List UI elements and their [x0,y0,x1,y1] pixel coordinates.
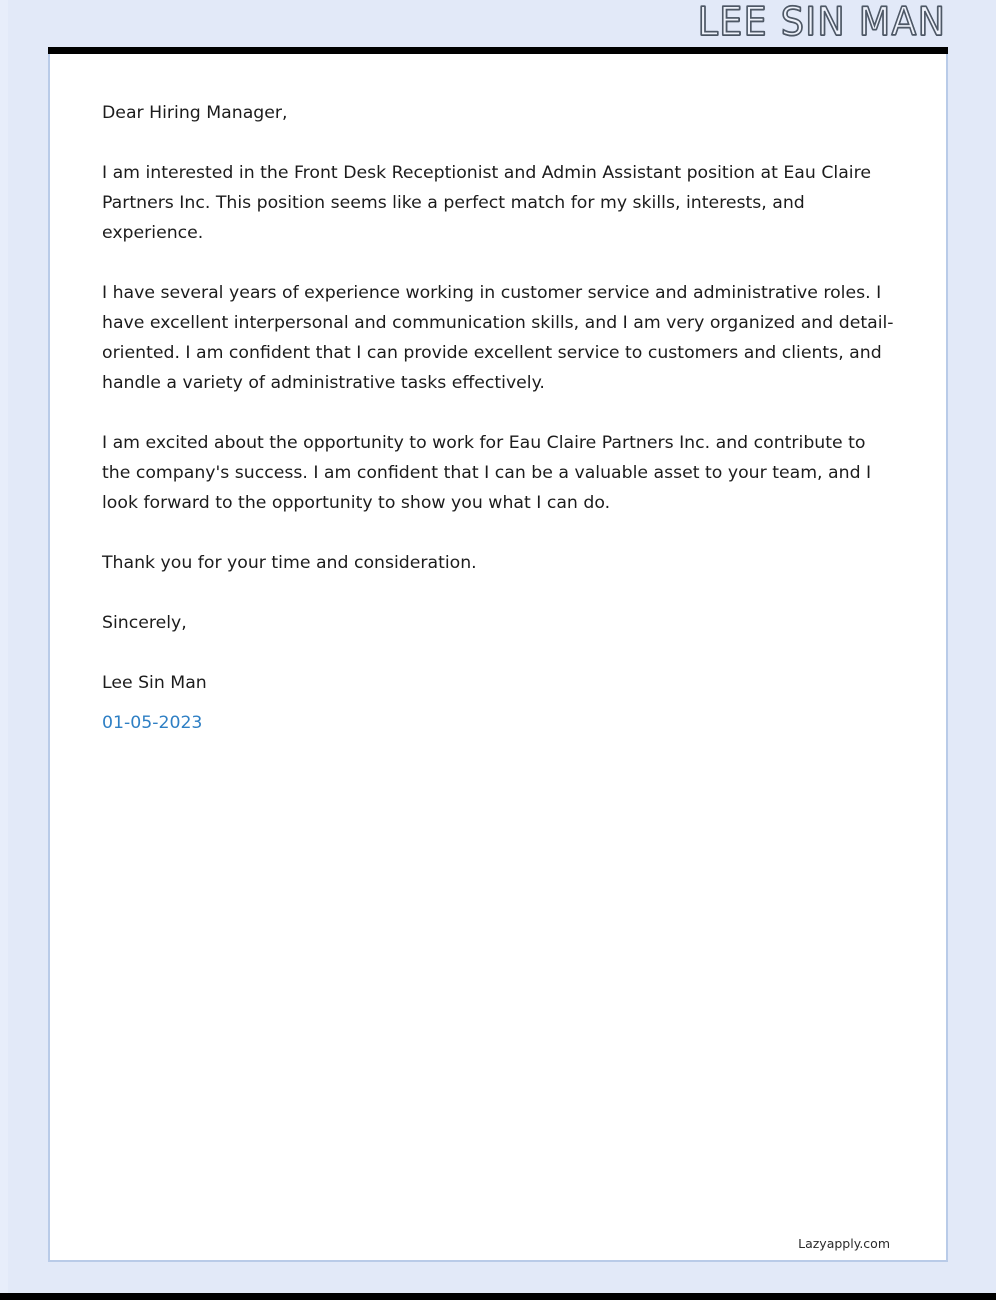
paragraph-3: I am excited about the opportunity to work for Eau Claire Partners Inc. and contribute to the company's success. I am confident that I can be a valuable asset to your team, and I look forward to the opportunity to show you what I can do. [102,433,872,513]
footer-watermark: Lazyapply.com [798,1236,890,1251]
salutation: Dear Hiring Manager, [102,103,288,123]
applicant-name-heading: LEE SIN MAN [697,0,946,45]
letter-body [102,98,896,738]
document-header [0,0,996,47]
bottom-black-strip [0,1293,996,1300]
paragraph-1: I am interested in the Front Desk Receptionist and Admin Assistant position at Eau Claire Partners Inc. This position seems like a perfect match for my skills, interests, and experience. [102,163,871,243]
paragraph-2: I have several years of experience working in customer service and administrative roles. I have excellent interpersonal and communication skills, and I am very organized and detail-oriented. I am confident that I can provide excellent service to customers and clients, and handle a variety of administrative tasks effectively. [102,283,894,393]
header-divider-rule [48,47,948,54]
signature-name: Lee Sin Man [102,673,207,693]
letter-page [48,54,948,1262]
closing-salutation: Sincerely, [102,613,187,633]
signature-date: 01-05-2023 [102,713,203,733]
left-gutter [0,0,8,1293]
thank-you-line: Thank you for your time and consideration. [102,553,477,573]
